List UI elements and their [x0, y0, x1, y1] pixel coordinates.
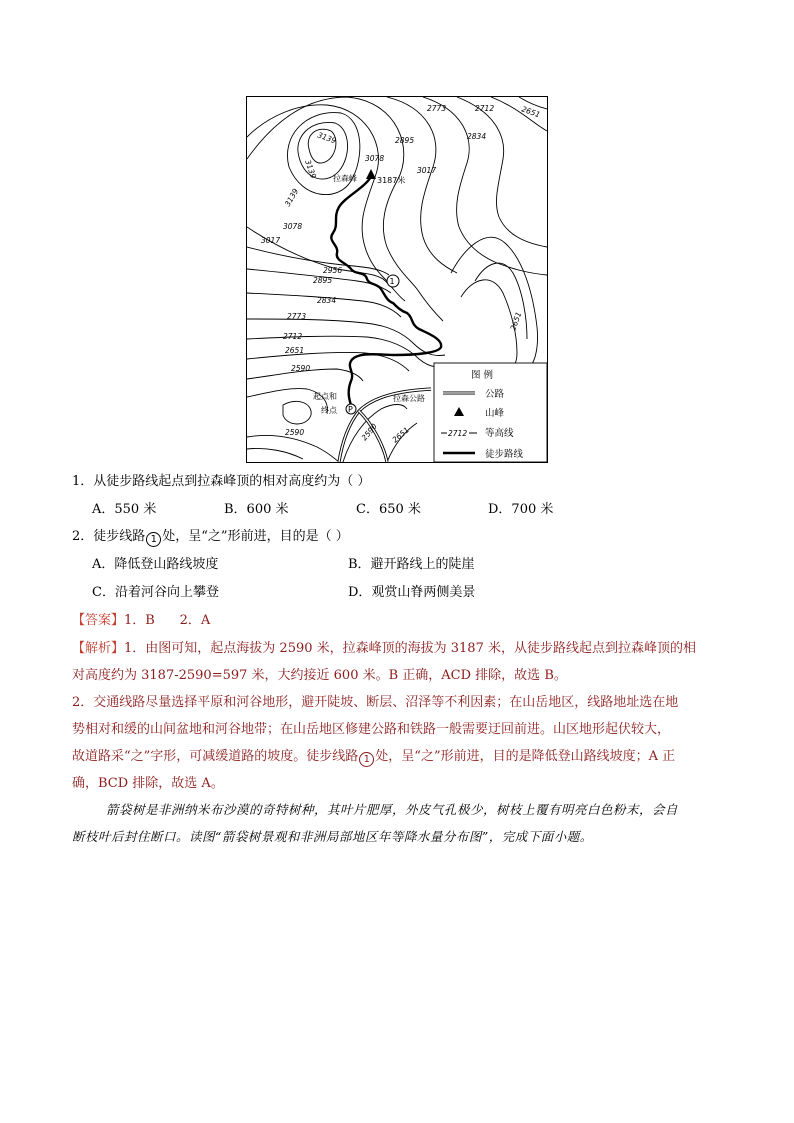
analysis-tag: 【解析】	[72, 641, 125, 656]
legend-title: 图 例	[471, 370, 494, 381]
contour-label: 2590	[285, 428, 305, 437]
answer-tag: 【答案】	[72, 613, 125, 628]
contour-label: 2773	[427, 104, 447, 113]
analysis-p2-line2: 势相对和缓的山间盆地和河谷地带；在山岳地区修建公路和铁路一般需要迂回前进。山区地形起伏较大，	[72, 722, 671, 737]
next-intro	[72, 796, 722, 850]
q2-option-b[interactable]: B．避开路线上的陡崖	[348, 557, 475, 572]
analysis-p2-line3	[72, 743, 722, 770]
contour-label: 2712	[283, 332, 303, 341]
peak-icon	[366, 169, 376, 179]
q2-stem-post: 处，呈“之”形前进，目的是（ ）	[162, 529, 349, 544]
contour-label: 2590	[291, 364, 311, 373]
contour-2834	[423, 97, 547, 275]
road-name-label: 拉森公路	[393, 394, 425, 403]
contour-label: 2651	[285, 346, 305, 355]
q2-option-c[interactable]: C．沿着河谷向上攀登	[92, 585, 219, 600]
contour-label: 2651	[390, 425, 411, 445]
q1-stem: 1．从徒步路线起点到拉森峰顶的相对高度约为（ ）	[72, 474, 371, 489]
contour-label: 3139	[282, 186, 301, 208]
parking-label: P	[348, 405, 353, 414]
q2-stem-pre: 2．徒步线路	[72, 529, 146, 544]
contour-label: 3017	[261, 236, 281, 245]
analysis-p2-line1: 2．交通线路尽量选择平原和河谷地形，避开陡坡、断层、沼泽等不利因素；在山岳地区，线路地址选在地	[72, 695, 679, 710]
start-label-2: 终点	[321, 406, 337, 415]
legend-contour: 等高线	[485, 428, 514, 439]
contour-label: 3139	[303, 158, 319, 180]
contour-label: 2651	[508, 310, 524, 332]
hiking-trail	[331, 177, 441, 405]
contour-2651-ridge	[451, 237, 538, 367]
contour-label: 2773	[287, 312, 307, 321]
analysis-block	[72, 635, 722, 797]
contour-label: 2590	[359, 421, 379, 443]
peak-name-label: 拉森峰	[333, 174, 357, 183]
contour-label: 2712	[475, 104, 495, 113]
marker-1-label: 1	[389, 277, 395, 286]
marker-1-ref-2: 1	[359, 752, 374, 767]
contour-label: 2651	[520, 104, 542, 120]
q1-option-c[interactable]: C．650 米	[356, 502, 421, 517]
contour-ridge-inner	[475, 263, 527, 339]
legend-peak: 山峰	[485, 408, 505, 419]
contour-2895	[387, 97, 457, 273]
contour-label: 2895	[313, 276, 333, 285]
analysis-p2-line3-pre: 故道路采“之”字形，可减缓道路的坡度。徒步线路	[72, 749, 359, 764]
contour-bottom-3	[247, 448, 303, 459]
contour-label: 3139	[316, 130, 338, 146]
peak-elevation-label: 3187米	[377, 176, 406, 185]
contour-3017	[247, 97, 443, 321]
q2-option-a[interactable]: A．降低登山路线坡度	[92, 557, 219, 572]
analysis-line-1	[72, 635, 722, 662]
contour-label: 3078	[283, 222, 303, 231]
contour-2773	[457, 97, 547, 247]
contour-label: 3078	[365, 154, 385, 163]
contour-label: 2834	[467, 132, 487, 141]
legend-trail: 徒步路线	[485, 449, 524, 460]
analysis-p2-line4: 确，BCD 排除，故选 A。	[72, 776, 224, 791]
contour-map-svg	[247, 97, 547, 462]
contour-label: 2956	[323, 266, 343, 275]
contour-map	[246, 96, 548, 463]
start-label-1: 起点和	[313, 392, 337, 401]
contour-label: 2834	[317, 296, 337, 305]
q2-stem	[72, 525, 349, 547]
contour-bottom-closed	[283, 401, 311, 424]
analysis-p1-line1: 1．由图可知，起点海拔为 2590 米，拉森峰顶的海拔为 3187 米，从徒步路线起点到拉森峰顶的相	[124, 641, 696, 656]
intro-line-1: 箭袋树是非洲纳米布沙漠的奇特树种，其叶片肥厚，外皮气孔极少，树枝上覆有明亮白色粉末，会自	[106, 802, 679, 817]
contour-label: 2895	[395, 136, 415, 145]
marker-1-ref: 1	[146, 532, 161, 547]
answer-text: 1．B 2．A	[124, 613, 211, 628]
answer-line	[72, 609, 210, 628]
q1-option-d[interactable]: D．700 米	[488, 502, 554, 517]
intro-line-2: 断枝叶后封住断口。读图“箭袋树景观和非洲局部地区年等降水量分布图”，完成下面小题。	[72, 829, 593, 844]
analysis-p1-line2: 对高度约为 3187-2590=597 米，大约接近 600 米。B 正确，ACD 排除，故选 B。	[72, 668, 567, 683]
legend-contour-sample: 2712	[448, 429, 468, 438]
q2-option-d[interactable]: D．观赏山脊两侧美景	[348, 585, 476, 600]
q1-option-b[interactable]: B．600 米	[224, 502, 289, 517]
analysis-p2-line3-post: 处，呈“之”形前进，目的是降低登山路线坡度；A 正	[375, 749, 676, 764]
legend-road: 公路	[485, 389, 505, 400]
q1-option-a[interactable]: A．550 米	[92, 502, 157, 517]
contour-label: 3017	[417, 166, 437, 175]
